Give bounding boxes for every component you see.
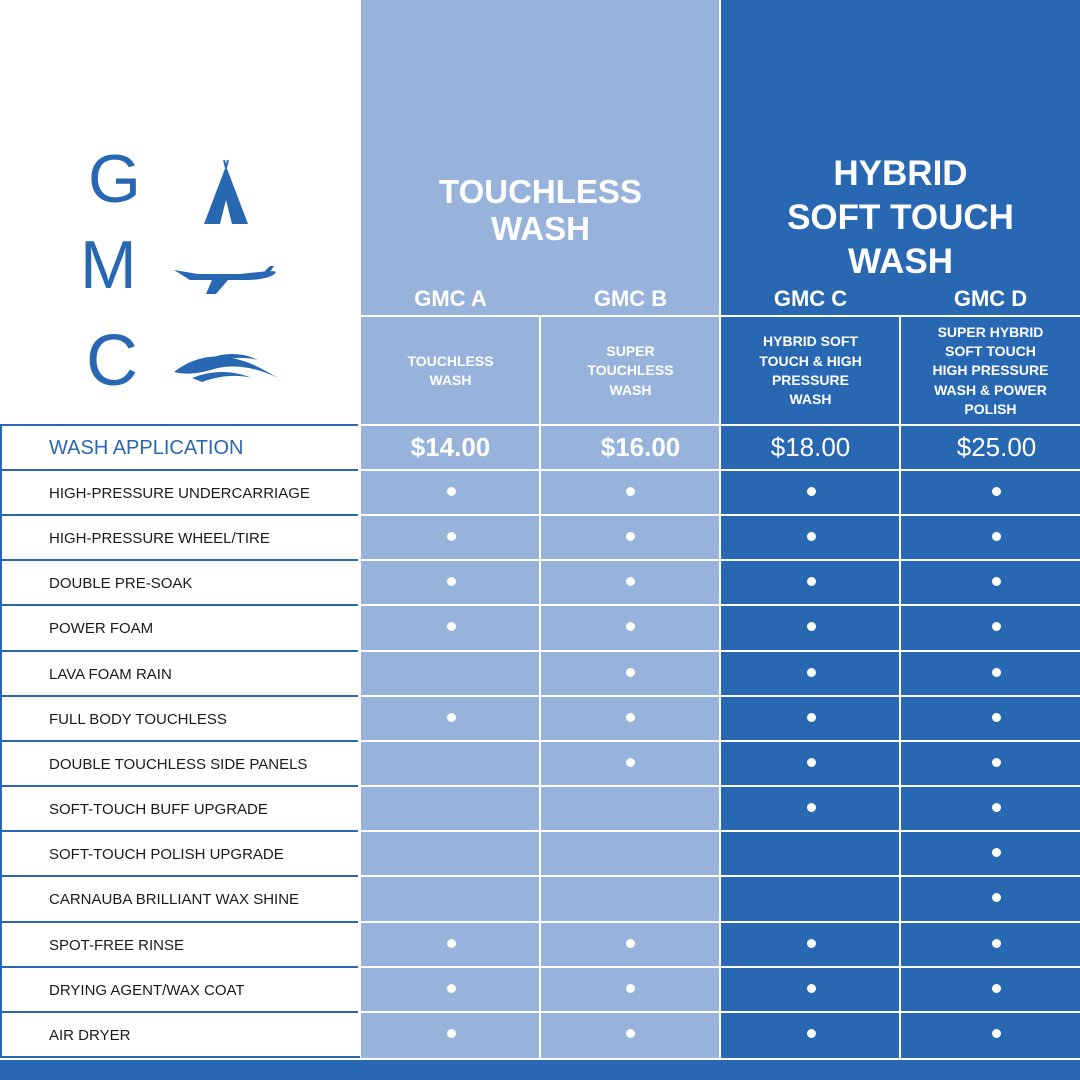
feature-label: CARNAUBA BRILLIANT WAX SHINE — [49, 891, 300, 909]
description-line: SUPER — [606, 343, 655, 360]
description-line: SOFT TOUCH — [945, 343, 1036, 360]
feature-label: FULL BODY TOUCHLESS — [49, 710, 227, 728]
row-divider — [0, 559, 358, 561]
hybrid-title-line: WASH — [848, 242, 953, 282]
description-line: HIGH PRESSURE — [932, 362, 1049, 379]
feature-label: AIR DRYER — [49, 1026, 131, 1044]
row-divider — [0, 966, 358, 968]
feature-label: SPOT-FREE RINSE — [49, 936, 185, 954]
description-line: TOUCHLESS — [407, 352, 494, 369]
description-line: POLISH — [964, 400, 1017, 417]
footer-bar — [0, 1060, 1080, 1080]
price: $18.00 — [770, 432, 851, 462]
feature-label: SOFT-TOUCH POLISH UPGRADE — [49, 846, 284, 864]
feature-label: DOUBLE PRE-SOAK — [49, 575, 193, 593]
package-code: GMC D — [953, 286, 1028, 311]
package-description — [721, 317, 900, 425]
description-line: TOUCHLESS — [587, 362, 674, 379]
row-divider — [0, 514, 358, 516]
column-divider — [719, 0, 721, 1058]
description-line: HYBRID SOFT — [763, 333, 858, 350]
gmc-logo — [80, 140, 290, 420]
feature-label: SOFT-TOUCH BUFF UPGRADE — [49, 801, 268, 819]
teepee-icon — [198, 160, 254, 228]
row-divider — [0, 921, 358, 923]
touchless-section-title — [361, 174, 720, 248]
touchless-title-line: TOUCHLESS — [439, 173, 642, 210]
wash-application-header: WASH APPLICATION — [49, 437, 244, 459]
description-line: WASH — [609, 381, 652, 398]
package-code: GMC A — [414, 286, 487, 311]
row-divider — [0, 830, 358, 832]
row-divider — [0, 604, 358, 606]
feature-label: DRYING AGENT/WAX COAT — [49, 981, 245, 999]
row-divider — [0, 1011, 358, 1013]
row-divider — [0, 650, 358, 652]
description-line: WASH — [429, 372, 472, 388]
wave-icon — [172, 348, 282, 384]
feature-label: POWER FOAM — [49, 620, 154, 638]
price: $14.00 — [410, 432, 491, 462]
row-divider — [0, 785, 358, 787]
airplane-icon — [170, 260, 280, 300]
package-code: GMC C — [773, 286, 848, 311]
description-line: SUPER HYBRID — [937, 323, 1044, 340]
description-line: PRESSURE — [771, 372, 849, 388]
package-description — [901, 317, 1080, 425]
column-divider — [539, 317, 541, 1058]
feature-label: HIGH-PRESSURE UNDERCARRIAGE — [49, 485, 310, 502]
price: $25.00 — [956, 432, 1037, 462]
feature-label: DOUBLE TOUCHLESS SIDE PANELS — [49, 755, 308, 773]
hybrid-section-title — [721, 152, 1080, 284]
feature-label: LAVA FOAM RAIN — [49, 665, 172, 683]
feature-label: HIGH-PRESSURE WHEEL/TIRE — [49, 530, 270, 548]
logo-letter-c: C — [86, 321, 138, 401]
description-line: TOUCH & HIGH — [759, 352, 862, 369]
row-divider — [0, 740, 358, 742]
left-border — [0, 425, 2, 1058]
touchless-title-line: WASH — [491, 209, 590, 247]
description-line: WASH & POWER — [934, 381, 1047, 398]
logo-letter-g: G — [88, 141, 141, 217]
left-bottom-line — [0, 1056, 360, 1058]
package-code: GMC B — [593, 286, 668, 311]
row-divider — [0, 695, 358, 697]
logo-letter-m: M — [80, 227, 137, 303]
description-line: WASH — [789, 391, 832, 408]
row-divider — [0, 875, 358, 877]
package-description — [361, 317, 540, 425]
hybrid-title-line: HYBRID — [833, 154, 968, 193]
price: $16.00 — [600, 432, 681, 462]
hybrid-title-line: SOFT TOUCH — [787, 198, 1014, 238]
column-divider — [899, 317, 901, 1058]
package-description — [541, 317, 720, 425]
